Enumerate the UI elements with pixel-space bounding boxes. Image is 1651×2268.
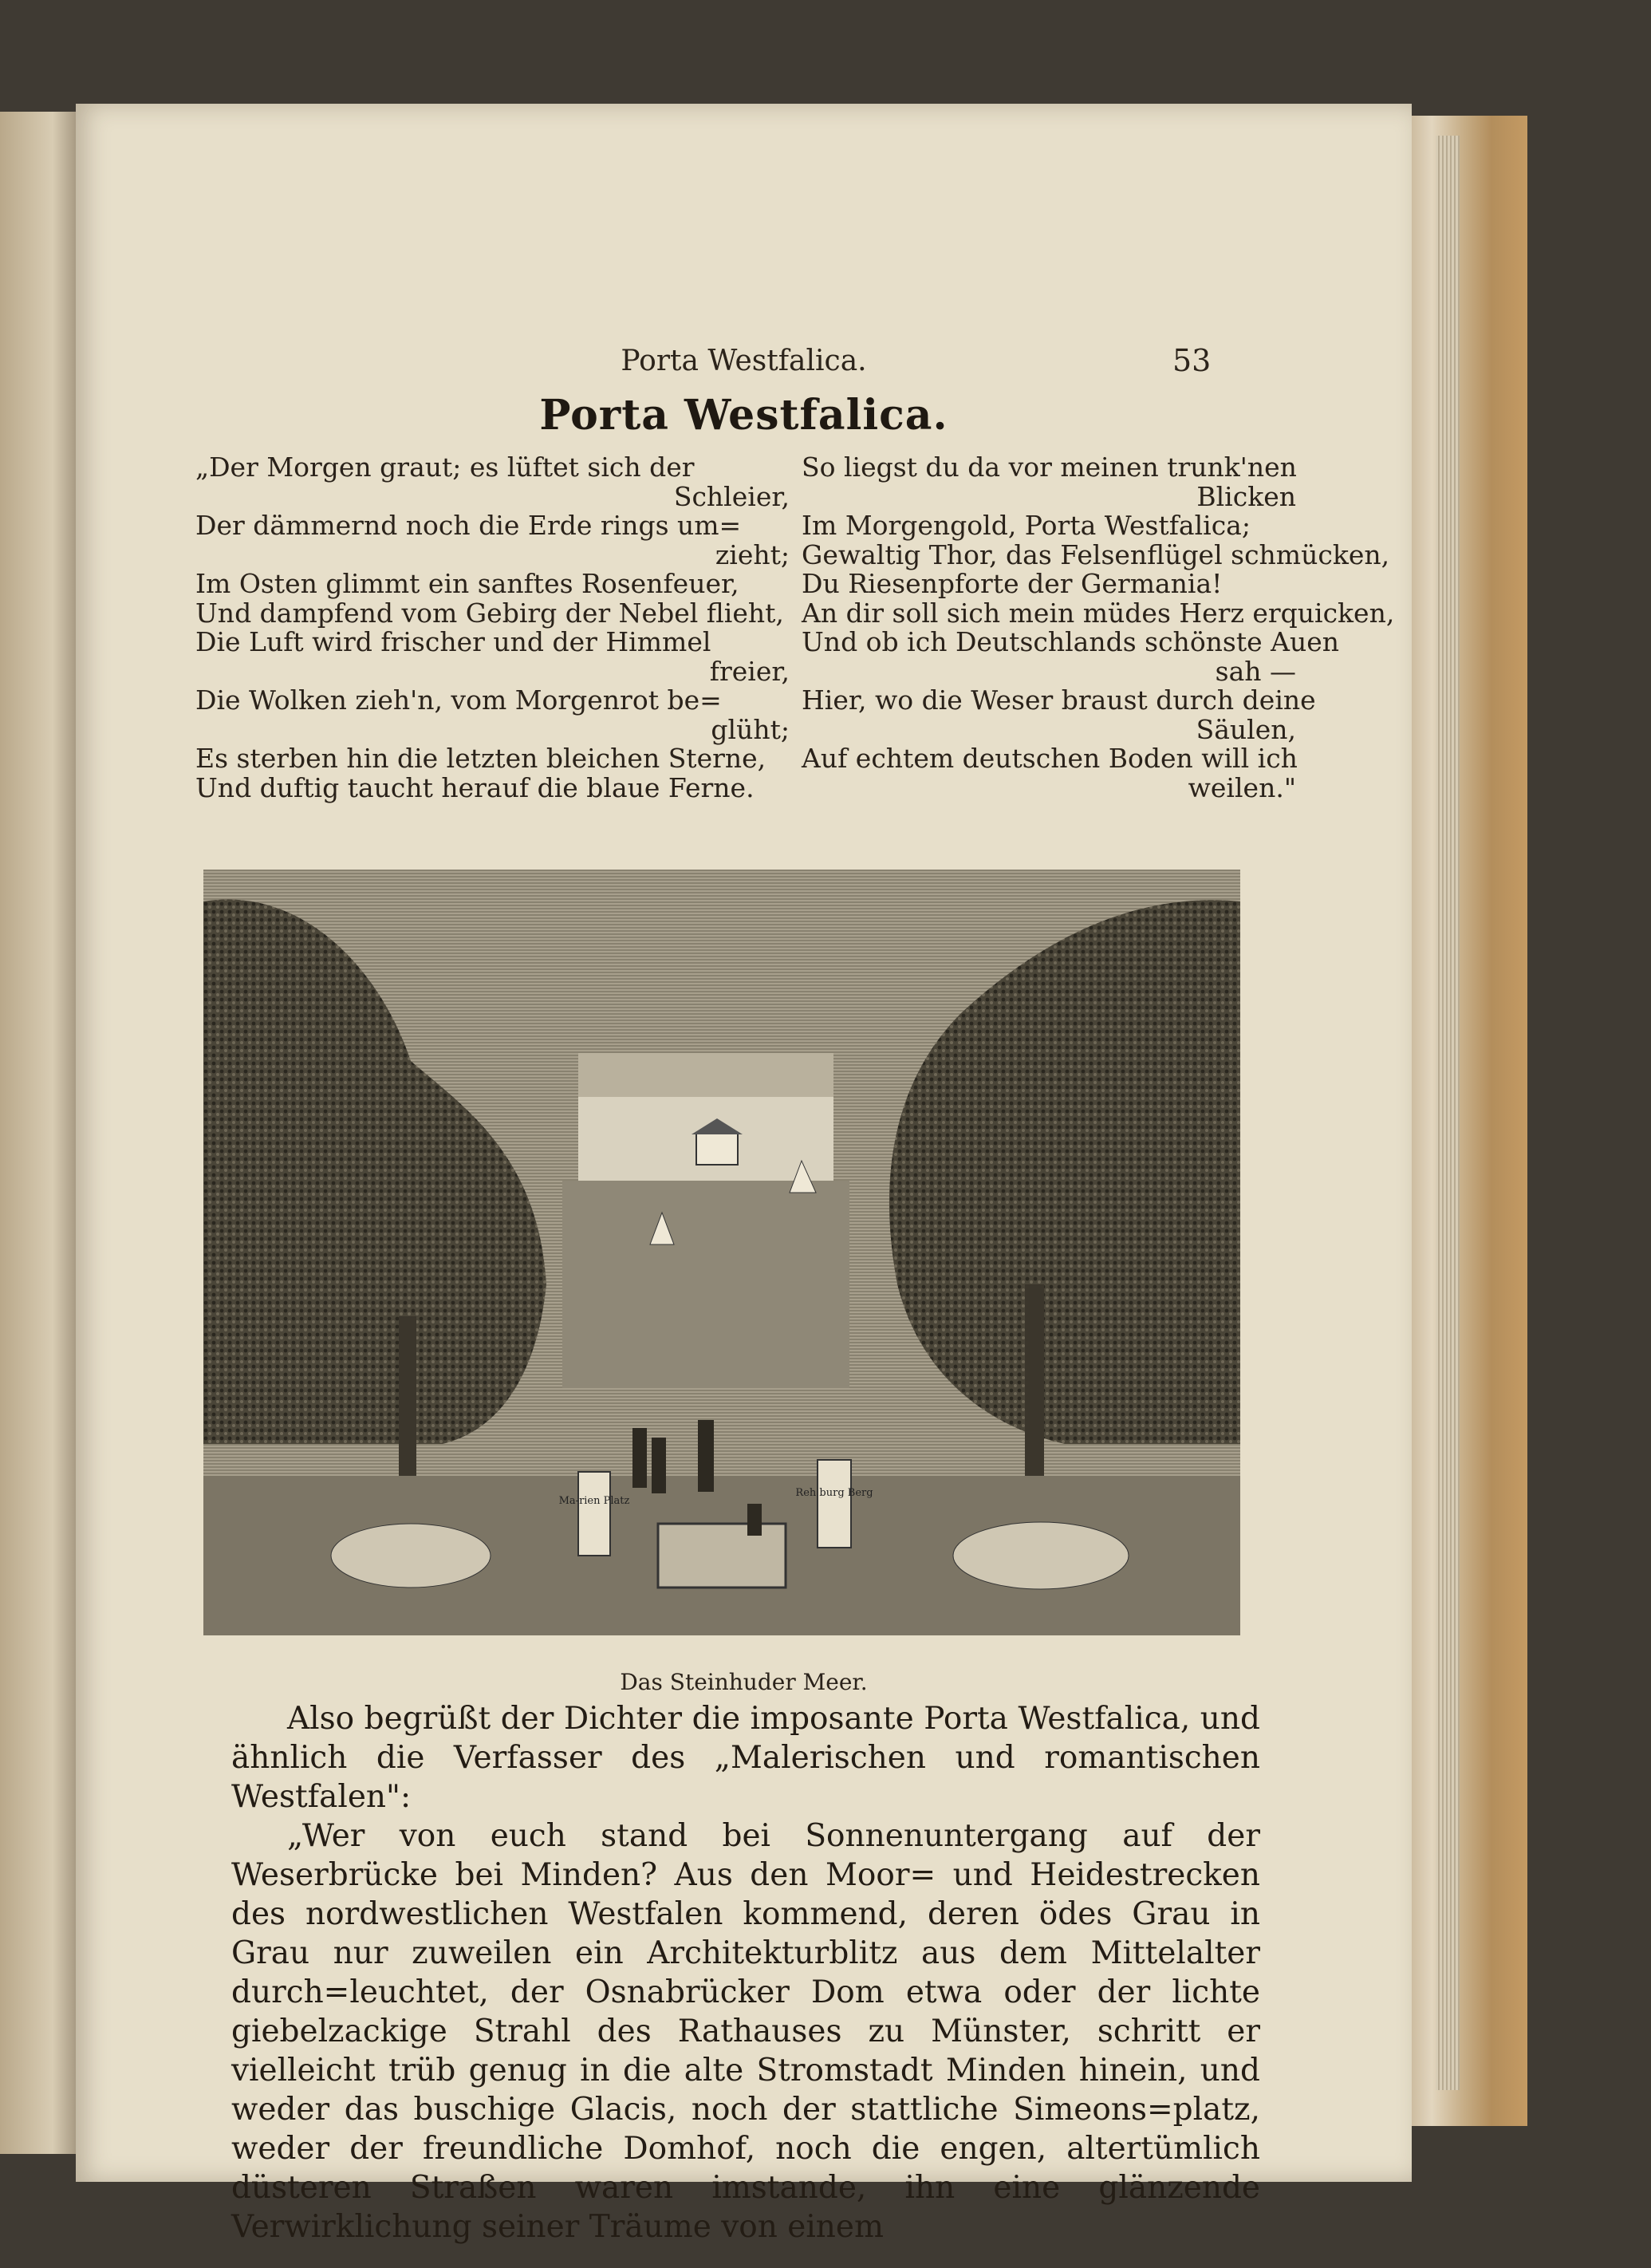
poem-line: Hier, wo die Weser braust durch deine [802,684,1316,716]
seated-figure [747,1504,762,1536]
prose-paragraph: Also begrüßt der Dichter die imposante Porta Westfalica, und ähnlich die Verfasser des „Malerischen und romantischen Westfalen": [231,1701,1260,1815]
signpost-left [578,1472,610,1556]
poem-line: Säulen, [1196,713,1296,745]
poem-stanza-right [802,452,1395,803]
page-number: 53 [1172,343,1212,378]
poem-line: glüht; [711,713,790,745]
bench [658,1524,786,1588]
poem-line: Und dampfend vom Gebirg der Nebel flieht, [195,597,784,629]
poem-line: weilen." [1188,771,1296,803]
poem-line: Du Riesenpforte der Germania! [802,568,1223,599]
poem-line: freier, [709,655,790,687]
page-stack-edge [1436,136,1460,2090]
poem-line: Die Luft wird frischer und der Himmel [195,626,711,657]
poem-line: Im Morgengold, Porta Westfalica; [802,510,1251,541]
poem-title: Porta Westfalica. [539,391,948,440]
poem-line: Auf echtem deutschen Boden will ich [802,743,1298,774]
poem-line: zieht; [715,538,790,570]
figure [652,1438,666,1493]
poem-line: Im Osten glimmt ein sanftes Rosenfeuer, [195,568,739,599]
engraving-steinhuder-meer [203,870,1240,1635]
prose-paragraph: „Wer von euch stand bei Sonnenuntergang auf der Weserbrücke bei Minden? Aus den Moor= und Heidestrecken des nordwestlichen Westfalen kommend, deren ödes Grau in Grau nur zuweilen ein Architekturblitz aus dem Mittelalter durch=leuchtet, der Osnabrücker Dom etwa oder der lichte giebelzackige Strahl des Rathauses zu Münster, schritt er vielleicht trüb genug in die alte Stromstadt Minden hinein, und weder das buschige Glacis, noch der stattliche Simeons=platz, weder der freundliche Domhof, noch die engen, altertümlich düsteren Straßen waren imstande, ihn eine glänzende Verwirklichung seiner Träume von einem [231,1818,1260,2245]
left-page-edge [0,112,88,2154]
poem-line: „Der Morgen graut; es lüftet sich der [195,452,695,483]
poem-line: Und duftig taucht herauf die blaue Ferne. [195,771,755,803]
figure [632,1428,647,1488]
book-page [76,104,1412,2245]
poem-line: So liegst du da vor meinen trunk'nen [802,452,1297,483]
house [696,1133,738,1165]
poem-stanza-left [195,453,790,803]
field [562,1181,849,1388]
sign-text-right: Reh burg Berg [795,1487,873,1499]
prose-text [231,1699,1260,2246]
poem-line: Gewaltig Thor, das Felsenflügel schmücken, [802,538,1390,570]
running-head: Porta Westfalica. [621,345,867,377]
poem-line: Es sterben hin die letzten bleichen Sterne, [195,743,766,774]
engraving-drawing [203,870,1240,1635]
poem-line: Der dämmernd noch die Erde rings um= [195,510,742,541]
poem-line: Die Wolken zieh'n, vom Morgenrot be= [195,684,722,716]
poem-line: sah — [1215,655,1296,687]
signpost-right [818,1460,851,1548]
illustration-caption: Das Steinhuder Meer. [620,1669,868,1695]
poem-line: Schleier, [673,480,790,512]
figure [698,1420,714,1492]
poem-line: Und ob ich Deutschlands schönste Auen [802,626,1340,657]
sign-text-left: Ma-rien Platz [558,1495,630,1507]
poem-line: Blicken [1196,480,1296,512]
poem-line: An dir soll sich mein müdes Herz erquicken, [802,597,1395,629]
book-cover-edge [1408,116,1527,2126]
